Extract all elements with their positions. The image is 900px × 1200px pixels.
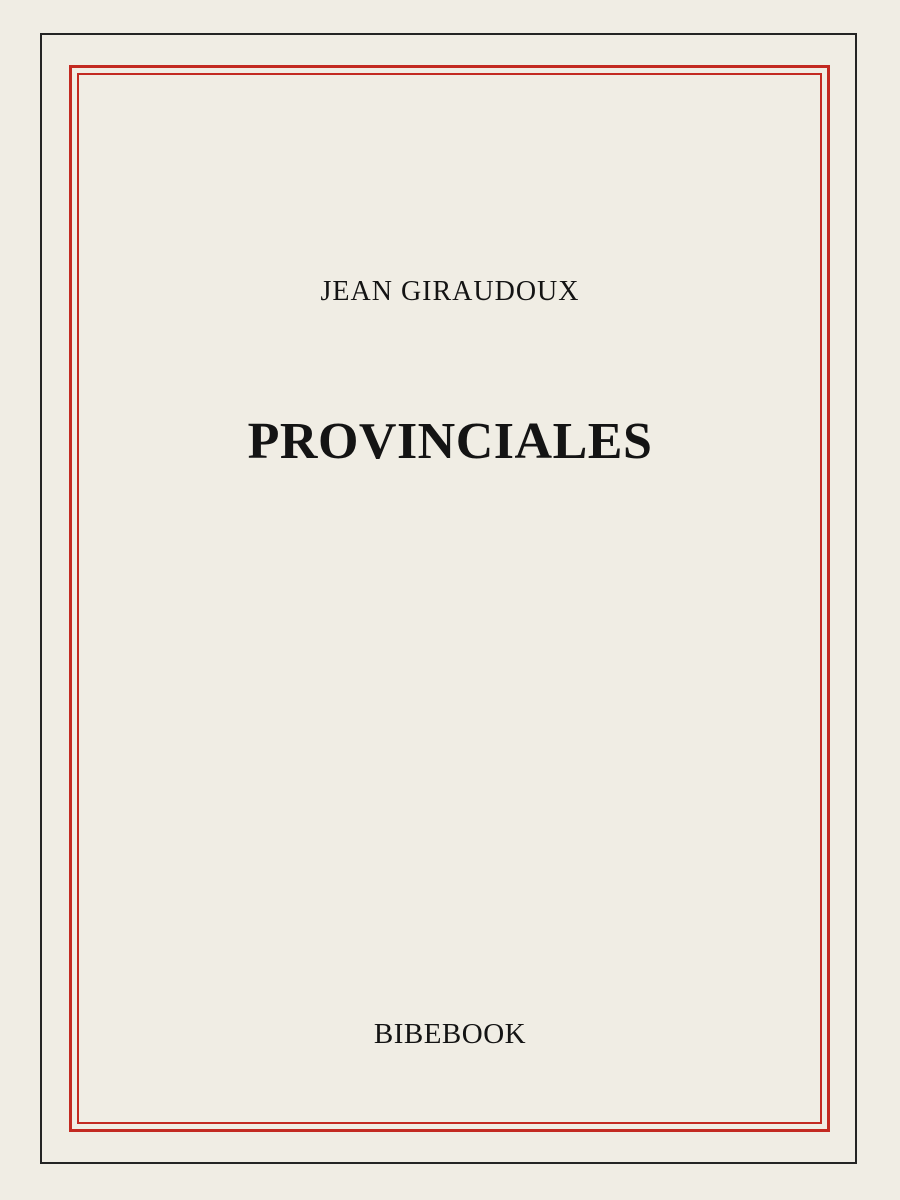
author-name: JEAN GIRAUDOUX [320,276,580,307]
outer-black-frame [40,33,857,1164]
publisher-name: BIBEBOOK [373,1018,527,1050]
red-frame-outer [69,65,830,1132]
book-title: PROVINCIALES [247,413,653,470]
red-frame-inner [77,73,822,1124]
